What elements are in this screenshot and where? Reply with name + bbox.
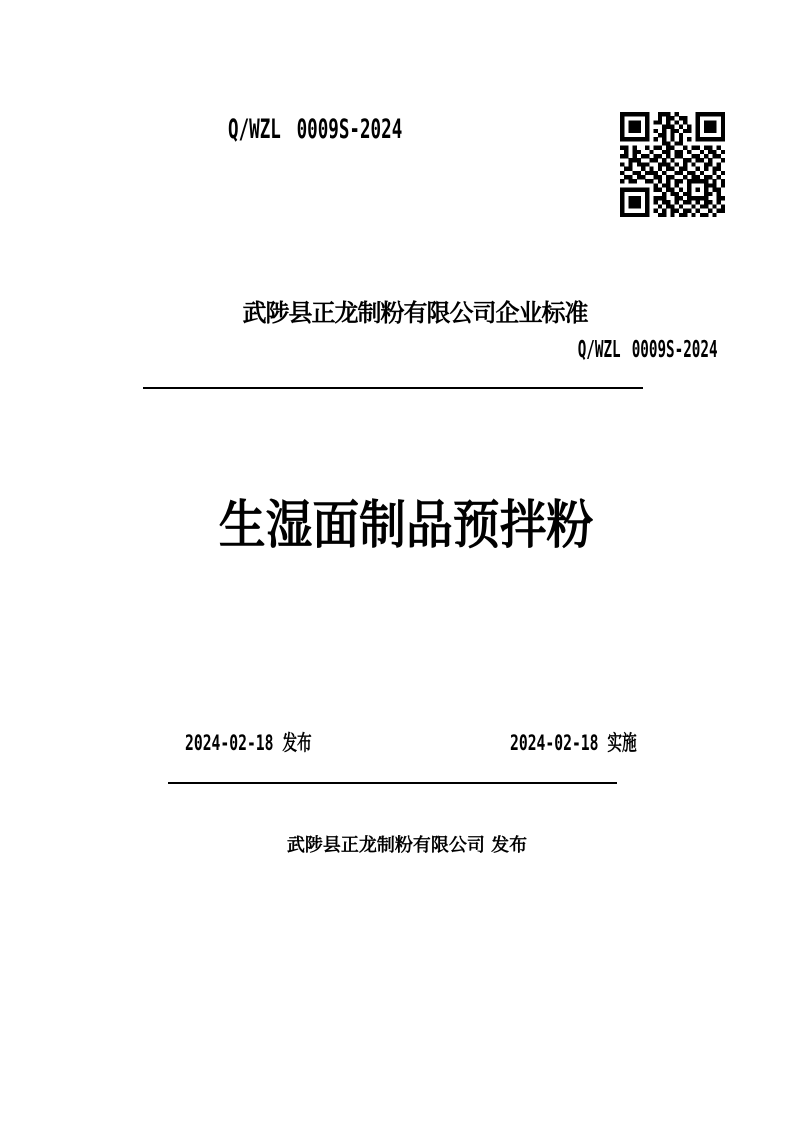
qr-code xyxy=(620,112,725,217)
release-date: 2024-02-18 发布 xyxy=(185,731,312,755)
standard-code-sub: Q/WZL 0009S-2024 xyxy=(578,337,718,363)
implementation-date: 2024-02-18 实施 xyxy=(510,731,637,755)
document-title: 生湿面制品预拌粉 xyxy=(218,496,594,556)
standard-code-top: Q/WZL 0009S-2024 xyxy=(228,114,403,145)
top-divider-line xyxy=(143,387,643,389)
enterprise-standard-header: 武陟县正龙制粉有限公司企业标准 xyxy=(242,299,588,327)
bottom-divider-line xyxy=(168,782,617,784)
publisher-line: 武陟县正龙制粉有限公司 发布 xyxy=(286,835,528,856)
